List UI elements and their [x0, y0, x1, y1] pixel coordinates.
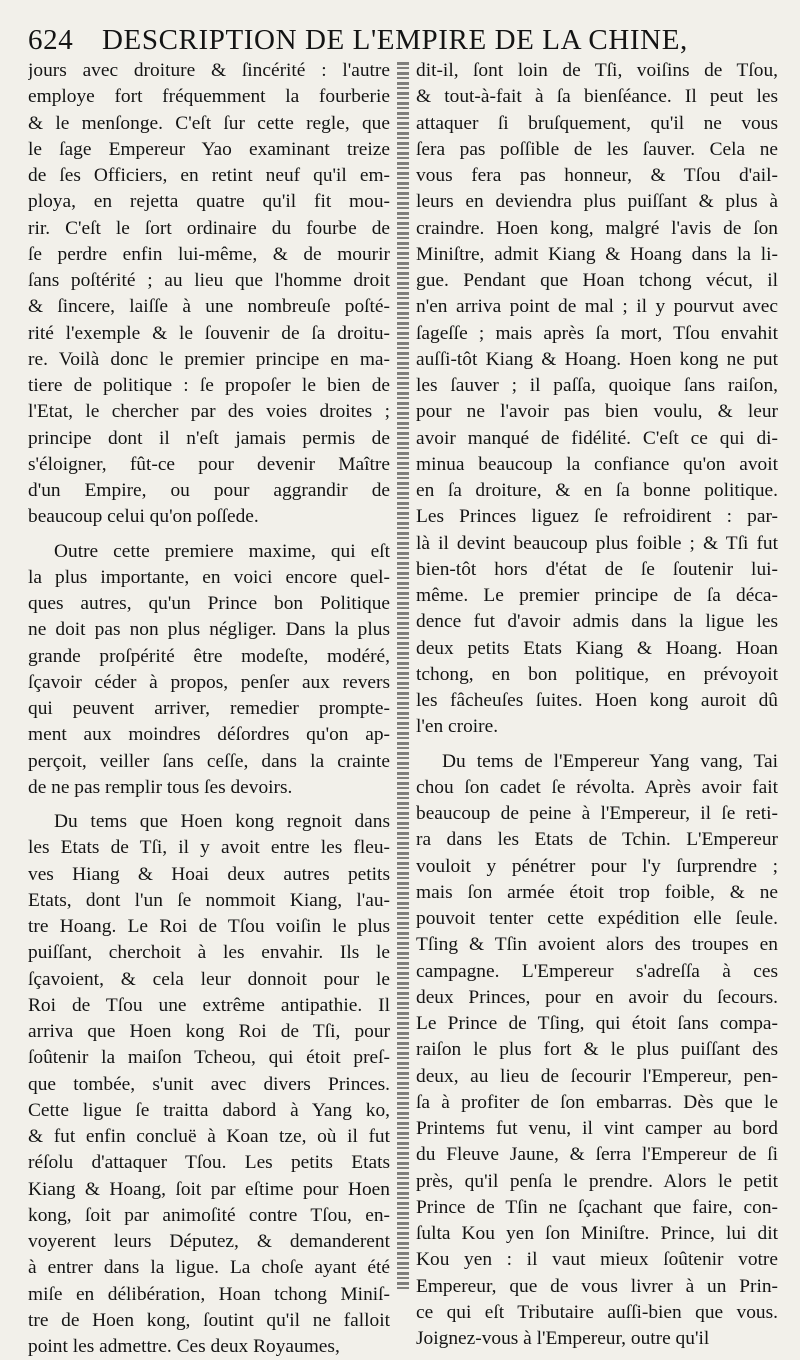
text-line: bien-tôt hors d'état de ſe ſoutenir lui-: [416, 558, 778, 580]
text-line: beaucoup celui qu'on poſſede.: [28, 506, 259, 528]
text-line: & ſincere, laiſſe à une nombreuſe poſté-: [28, 296, 390, 318]
text-line: l'Etat, le chercher par des voies droites ;: [28, 401, 390, 423]
text-line: ſe perdre enfin lui-même, & de mourir: [28, 243, 390, 265]
text-line: là il devint beaucoup plus foible ; & Tſi fut: [416, 532, 778, 554]
text-line: attaquer ſi bruſquement, qu'il ne vous: [416, 112, 778, 134]
text-line: Outre cette premiere maxime, qui eſt: [54, 540, 390, 562]
paragraph-gap: [416, 741, 778, 749]
text-line: chou ſon cadet ſe révolta. Après avoir fait: [416, 776, 778, 798]
text-line: ques autres, qu'un Prince bon Politique: [28, 593, 390, 614]
text-line: s'éloigner, fût-ce pour devenir Maître: [28, 453, 390, 475]
paragraph: [28, 809, 390, 1360]
text-line: du Fleuve Jaune, & ſerra l'Empereur de ſi: [416, 1144, 778, 1166]
text-line: à entrer dans la ligue. La choſe ayant été: [28, 1257, 390, 1279]
text-line: raiſon le plus fort & le plus puiſſant des: [416, 1039, 778, 1061]
text-line: puiſſant, cherchoit à les envahir. Ils le: [28, 942, 390, 964]
text-line: point les admettre. Ces deux Royaumes,: [28, 1336, 340, 1357]
text-line: & tout-à-fait à ſa bienſéance. Il peut les: [416, 86, 778, 108]
text-line: vous fera pas honneur, & Tſou d'ail-: [416, 165, 778, 186]
text-line: ce qui eſt Tributaire auſſi-bien que vous.: [416, 1301, 778, 1323]
text-line: deux petits Etats Kiang & Hoang. Hoan: [416, 637, 778, 659]
text-line: dit-il, ſont loin de Tſi, voiſins de Tſou,: [416, 60, 778, 81]
text-line: miſe en délibération, Hoan tchong Miniſ-: [28, 1283, 390, 1305]
text-line: ne doit pas non plus négliger. Dans la plus: [28, 619, 390, 641]
text-line: avoir manqué de fidélité. C'eſt ce qui di-: [416, 427, 778, 449]
text-line: ſçavoient, & cela leur donnoit pour le: [28, 968, 390, 990]
text-line: pour ne l'avoir pas bien voulu, & leur: [416, 401, 778, 423]
right-column: [416, 58, 778, 1349]
text-line: Cette ligue ſe traitta dabord à Yang ko,: [28, 1099, 390, 1121]
text-line: tchong, en bon politique, en prévoyoit: [416, 663, 778, 685]
text-line: employe fort fréquemment la fourberie: [28, 86, 390, 108]
text-line: ra dans les Etats de Tchin. L'Empereur: [416, 829, 778, 851]
text-line: les fâcheuſes ſuites. Hoen kong auroit dû: [416, 690, 778, 711]
text-line: deux, au lieu de ſecourir l'Empereur, pen-: [416, 1065, 778, 1087]
text-line: voyerent leurs Députez, & demanderent: [28, 1231, 390, 1252]
text-line: ſulta Kou yen ſon Miniſtre. Prince, lui dit: [416, 1223, 778, 1244]
page-number: 624: [28, 24, 74, 56]
text-line: pouvoit tenter cette expédition elle ſeule.: [416, 908, 778, 929]
text-line: les Etats de Tſi, il y avoit entre les fleu-: [28, 837, 390, 859]
text-line: Joignez-vous à l'Empereur, outre qu'il: [416, 1328, 710, 1349]
text-line: perçoit, veiller ſans ceſſe, dans la crainte: [28, 750, 390, 772]
text-line: ves Hiang & Hoai deux autres petits: [28, 863, 390, 885]
text-line: kong, ſoit par animoſité contre Tſou, en-: [28, 1204, 390, 1226]
text-line: & fut enfin concluë à Koan tze, où il fut: [28, 1126, 390, 1147]
text-line: tre de Hoen kong, ſoutint qu'il ne falloit: [28, 1309, 390, 1331]
text-line: que tombée, s'unit avec divers Princes.: [28, 1073, 390, 1095]
left-column: [28, 58, 390, 1357]
text-line: ploya, en rejetta quatre qu'il fit mou-: [28, 191, 390, 213]
text-line: d'un Empire, ou pour aggrandir de: [28, 480, 390, 501]
text-line: ſera pas poſſible de les ſauver. Cela ne: [416, 138, 778, 160]
text-line: Empereur, que de vous livrer à un Prin-: [416, 1275, 778, 1297]
text-line: la plus importante, en voici encore quel-: [28, 566, 390, 588]
text-line: deux Princes, pour en avoir du ſecours.: [416, 986, 778, 1008]
text-line: dence fut d'avoir admis dans la ligue les: [416, 611, 778, 633]
text-line: Le Prince de Tſing, qui étoit ſans compa-: [416, 1013, 778, 1034]
text-line: Kou yen : il vaut mieux ſoûtenir votre: [416, 1249, 778, 1271]
text-line: l'en croire.: [416, 716, 499, 738]
text-line: le ſage Empereur Yao examinant treize: [28, 138, 390, 160]
text-line: près, qu'il penſa le prendre. Alors le petit: [416, 1170, 778, 1192]
text-line: les ſauver ; il paſſa, quoique ſans raiſon,: [416, 375, 778, 396]
text-line: ſoûtenir la maiſon Tcheou, qui étoit preſ-: [28, 1047, 390, 1069]
text-line: rir. C'eſt le ſort ordinaire du fourbe de: [28, 217, 390, 239]
paragraph-gap: [28, 531, 390, 539]
text-line: tiere de politique : ſe propoſer le bien de: [28, 375, 390, 396]
text-line: de ſes Officiers, en retint neuf qu'il em-: [28, 165, 390, 186]
text-line: minua beaucoup la confiance qu'on avoit: [416, 453, 778, 475]
text-line: ſçavoir céder à propos, penſer aux revers: [28, 671, 390, 693]
text-line: même. Le premier principe de ſa déca-: [416, 585, 778, 606]
text-line: auſſi-tôt Kiang & Hoang. Hoen kong ne put: [416, 348, 778, 370]
text-line: ment aux moindres déſordres qu'on ap-: [28, 724, 390, 746]
text-line: & le menſonge. C'eſt ſur cette regle, que: [28, 112, 390, 134]
text-line: leurs en deviendra plus puiſſant & plus à: [416, 191, 778, 213]
text-line: réſolu d'attaquer Tſou. Les petits Etats: [28, 1152, 390, 1174]
paragraph: [416, 749, 778, 1353]
text-line: en ſa droiture, & en ſa bonne politique.: [416, 480, 778, 501]
text-line: Les Princes liguez ſe refroidirent : par-: [416, 506, 778, 528]
text-line: beaucoup de peine à l'Empereur, il ſe reti-: [416, 803, 778, 824]
text-line: Kiang & Hoang, ſoit par eſtime pour Hoen: [28, 1178, 390, 1200]
text-line: craindre. Hoen kong, malgré l'avis de ſon: [416, 217, 778, 239]
running-header: [28, 20, 798, 60]
text-line: n'en arriva point de mal ; il y pourvut avec: [416, 296, 778, 318]
text-line: ſans poſtérité ; au lieu que l'homme droit: [28, 270, 390, 291]
paragraph-gap: [28, 801, 390, 809]
text-line: qui peuvent arriver, remedier promptе-: [28, 698, 390, 719]
text-line: campagne. L'Empereur s'adreſſa à ces: [416, 960, 778, 982]
text-line: Etats, dont l'un ſe nommoit Kiang, l'au-: [28, 889, 390, 911]
text-line: re. Voilà donc le premier principe en ma-: [28, 348, 390, 370]
text-line: gue. Pendant que Hoan tchong vécut, il: [416, 270, 778, 291]
text-line: Miniſtre, admit Kiang & Hoang dans la li-: [416, 243, 778, 265]
text-line: Roi de Tſou une extrême antipathie. Il: [28, 994, 390, 1016]
text-line: principe dont il n'eſt jamais permis de: [28, 427, 390, 449]
text-line: vouloit y pénétrer pour l'y ſurprendre ;: [416, 855, 778, 877]
paragraph: [416, 58, 778, 741]
paragraph: [28, 539, 390, 802]
text-line: Du tems que Hoen kong regnoit dans: [54, 811, 390, 832]
text-line: Du tems de l'Empereur Yang vang, Tai: [442, 750, 778, 772]
text-line: tre Hoang. Le Roi de Tſou voiſin le plus: [28, 916, 390, 937]
text-line: mais ſon armée étoit trop foible, & ne: [416, 881, 778, 903]
text-line: rité l'exemple & le ſouvenir de ſa droitu-: [28, 322, 390, 344]
text-line: jours avec droiture & ſincérité : l'autre: [28, 60, 390, 81]
text-line: grande proſpérité être modeſte, modéré,: [28, 645, 390, 667]
text-line: Printems fut venu, il vint camper au bord: [416, 1118, 778, 1139]
text-line: arriva que Hoen kong Roi de Tſi, pour: [28, 1021, 390, 1042]
text-line: ſageſſe ; mais après ſa mort, Tſou envahit: [416, 322, 778, 344]
text-line: ſa à profiter de ſon embarras. Dès que le: [416, 1091, 778, 1113]
text-line: Tſing & Tſin avoient alors des troupes en: [416, 934, 778, 956]
paragraph: [28, 58, 390, 531]
text-line: de ne pas remplir tous ſes devoirs.: [28, 776, 293, 798]
text-line: Prince de Tſin ne ſçachant que faire, con-: [416, 1196, 778, 1218]
running-title: DESCRIPTION DE L'EMPIRE DE LA CHINE,: [102, 24, 688, 56]
column-divider-ornament: [397, 62, 409, 1290]
